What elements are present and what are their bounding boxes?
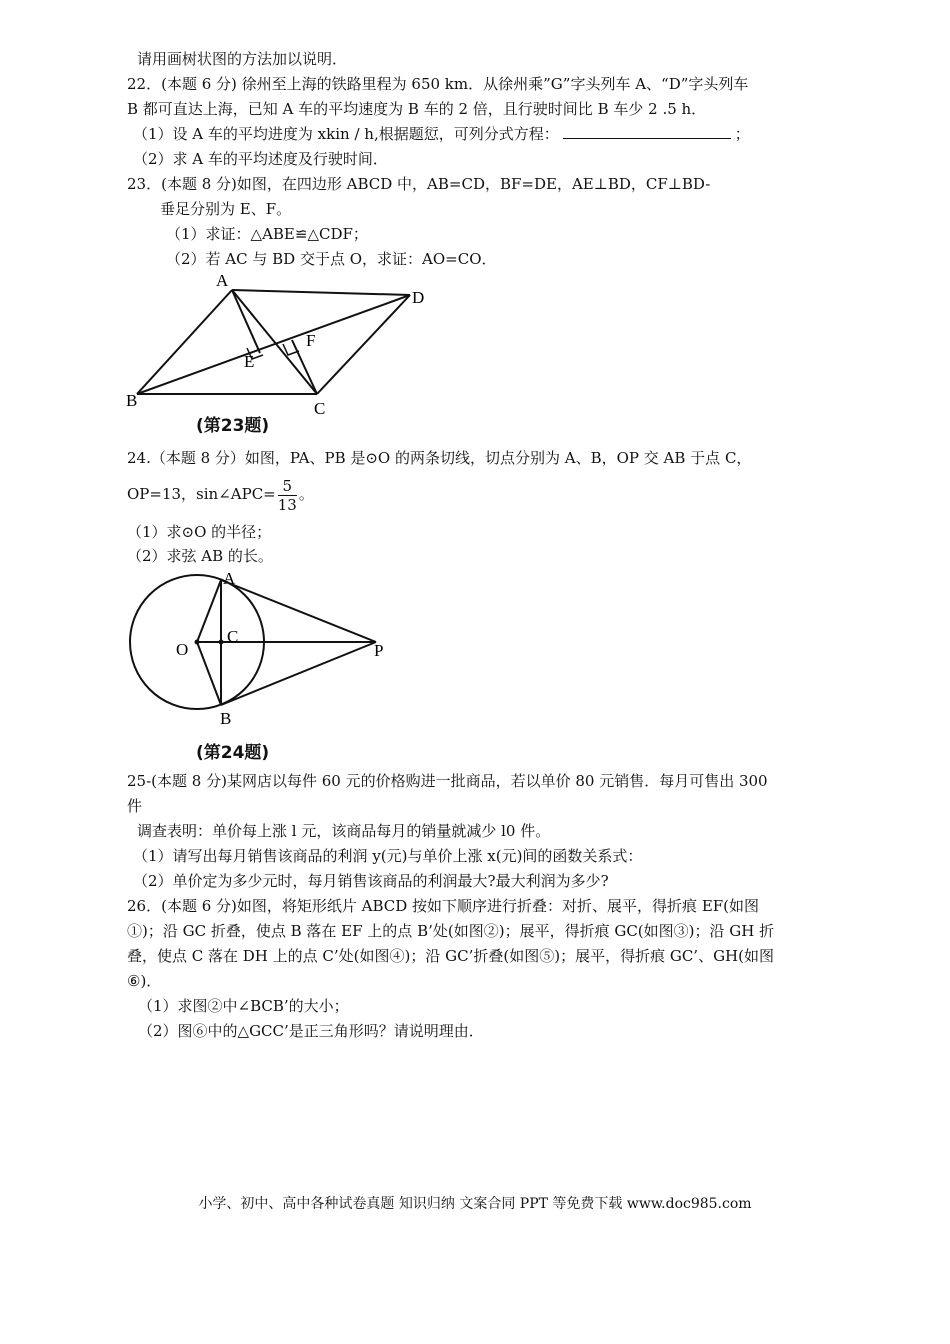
q23-caption: (第23题): [196, 416, 270, 436]
segment-ae: [232, 290, 260, 353]
label-b: B: [126, 391, 138, 410]
segment-ab: [137, 290, 232, 394]
point-c: [219, 640, 224, 645]
q22-sub1-suffix: ；: [734, 125, 750, 143]
label-a: A: [223, 569, 236, 588]
label-p: P: [374, 641, 384, 660]
label-e: E: [244, 352, 255, 371]
q24-sub1: （1）求⊙O 的半径；: [127, 523, 272, 541]
q23-figure: [120, 266, 440, 426]
fraction-denominator: 13: [277, 495, 297, 514]
q24-stem-line1: 24.（本题 8 分）如图，PA、PB 是⊙O 的两条切线，切点分别为 A、B，OP 交 AB 于点 C，: [127, 449, 752, 467]
q25-sub2: （2）单价定为多少元时，每月销售该商品的利润最大?最大利润为多少?: [133, 872, 609, 890]
q26-stem-line3: 叠，使点 C 落在 DH 上的点 C’处(如图④)；沿 GC’折叠(如图⑤)；展平，得折痕 GC’、GH(如图: [127, 947, 774, 965]
q25-sub1: （1）请写出每月销售该商品的利润 y(元)与单价上涨 x(元)间的函数关系式：: [133, 847, 643, 865]
q26-sub2: （2）图⑥中的△GCC’是正三角形吗？请说明理由．: [138, 1022, 484, 1040]
q23-sub1: （1）求证：△ABE≌△CDF；: [166, 225, 368, 243]
label-b: B: [220, 709, 232, 728]
tangent-pa: [221, 580, 376, 642]
label-f: F: [306, 331, 316, 350]
q25-stem-line3: 调查表明：单价每上涨 l 元，该商品每月的销量就减少 l0 件。: [137, 822, 551, 840]
q23-sub2: （2）若 AC 与 BD 交于点 O，求证：AO=CO．: [166, 250, 497, 268]
q22-sub1-text: （1）设 A 车的平均进度为 xkin / h,根据题愆，可列分式方程：: [133, 125, 559, 143]
q21-tail-text: 请用画树状图的方法加以说明．: [137, 50, 348, 68]
q26-sub1: （1）求图②中∠BCB’的大小；: [138, 997, 349, 1015]
tangent-pb: [221, 642, 376, 705]
q22-stem-line2: B 都可直达上海，已知 A 车的平均速度为 B 车的 2 倍，且行驶时间比 B 车少 2 .5 h．: [127, 100, 707, 118]
radius-ob: [197, 642, 221, 705]
q25-stem-line1: 25-(本题 8 分)某网店以每件 60 元的价格购进一批商品，若以单价 80 元销售．每月可售出 300: [127, 772, 768, 790]
radius-oa: [197, 580, 221, 642]
diagonal-bd: [137, 295, 410, 394]
label-a: A: [216, 271, 229, 290]
q22-sub2: （2）求 A 车的平均述度及行驶时间．: [133, 150, 388, 168]
label-o: O: [176, 640, 189, 659]
q24-stem-line2: [127, 474, 314, 514]
q23-stem-line1: 23．(本题 8 分)如图，在四边形 ABCD 中，AB=CD，BF=DE，AE⊥BD，CF⊥BD-: [127, 175, 711, 193]
label-c: C: [314, 399, 326, 418]
fraction-numerator: 5: [278, 477, 297, 496]
q24-caption: (第24题): [196, 743, 270, 763]
q24-figure: [120, 566, 410, 732]
q26-stem-line2: ①)；沿 GC 折叠，使点 B 落在 EF 上的点 B’处(如图②)；展平，得折痕 GC(如图③)；沿 GH 折: [127, 922, 775, 940]
segment-cd: [317, 295, 410, 394]
q24-stem-line2-text: OP=13，sin∠APC=: [127, 485, 276, 503]
label-c: C: [227, 627, 239, 646]
q22-sub1: [133, 124, 750, 144]
q24-sub2: （2）求弦 AB 的长。: [127, 547, 273, 565]
q25-stem-line2: 件: [127, 797, 143, 815]
segment-ad: [232, 290, 410, 295]
page-footer: 小学、初中、高中各种试卷真题 知识归纳 文案合同 PPT 等免费下载 www.doc985.com: [198, 1196, 752, 1212]
q22-stem-line1: 22．(本题 6 分) 徐州至上海的铁路里程为 650 km．从徐州乘”G”字头列车 A、“D”字头列车: [127, 75, 749, 93]
q22-answer-blank[interactable]: [563, 124, 731, 139]
label-d: D: [412, 288, 425, 307]
q26-stem-line4: ⑥)．: [127, 972, 162, 990]
q26-stem-line1: 26．(本题 6 分)如图，将矩形纸片 ABCD 按如下顺序进行折叠：对折、展平，得折痕 EF(如图: [127, 897, 760, 915]
sine-fraction: [278, 477, 297, 514]
q23-stem-line2: 垂足分别为 E、F。: [160, 200, 292, 218]
q24-stem-line2-suffix: 。: [298, 485, 314, 503]
diagonal-ac: [232, 290, 317, 394]
center-point-o: [195, 640, 200, 645]
